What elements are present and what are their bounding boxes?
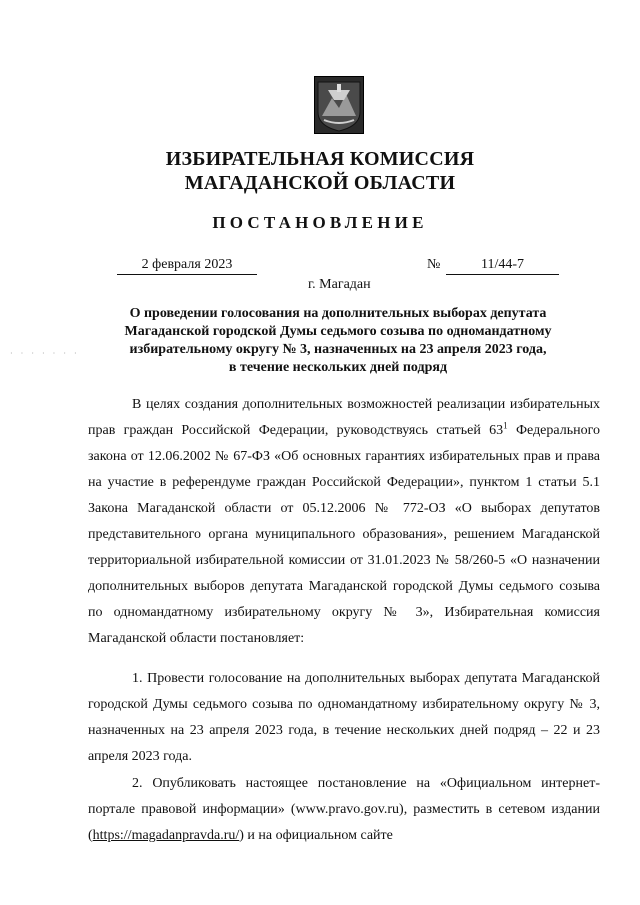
document-date: 2 февраля 2023 [117,256,257,275]
organization-title-line2: МАГАДАНСКОЙ ОБЛАСТИ [184,172,456,194]
document-number-label: № [427,257,441,272]
preamble-paragraph [88,392,600,652]
document-city: г. Магадан [308,277,371,292]
subject-line: Магаданской городской Думы седьмого созыва по одномандатному [124,324,552,339]
item-2-text-end: ) и на официальном сайте [239,828,393,843]
subject-line: О проведении голосования на дополнительных выборах депутата [129,306,547,321]
document-type: ПОСТАНОВЛЕНИЕ [212,213,428,232]
article-superscript: 1 [503,420,508,431]
subject-line: в течение нескольких дней подряд [228,360,448,375]
document-subject [98,305,578,377]
item-2-text-start: 2. Опубликовать настоящее постановление на «Официальном интернет-портале правовой информации» (www.pravo.gov.ru), разместить в сетевом издании ( [88,776,600,843]
preamble-text-start: В целях создания дополнительных возможностей реализации избирательных прав граждан Российской Федерации, руководствуясь статьей 63 [88,397,600,438]
subject-line: избирательному округу № 3, назначенных на 23 апреля 2023 года, [129,342,547,357]
magadanpravda-link[interactable]: https://magadanpravda.ru/ [92,828,240,843]
document-number: 11/44-7 [446,256,559,275]
scan-artifact: · · · · · · · [10,349,80,358]
preamble-text-end: Федерального закона от 12.06.2002 № 67-ФЗ «Об основных гарантиях избирательных прав и права на участие в референдуме граждан Российской Федерации», пунктом 1 статьи 5.1 Закона Магаданской области от 05.12.2006 № 772-ОЗ «О выборах депутатов представительного органа муниципального образования», решением Магаданской территориальной избирательной комиссии от 31.01.2023 № 58/260-5 «О назначении дополнительных выборов депутата Магаданской городской Думы седьмого созыва по одномандатному избирательному округу № 3», Избирательная комиссия Магаданской области постановляет: [88,423,600,646]
organization-title [0,147,640,195]
coat-of-arms-icon [314,76,364,134]
resolution-item-1: 1. Провести голосование на дополнительных выборах депутата Магаданской городской Думы седьмого созыва по одномандатному избирательному округу № 3, назначенных на 23 апреля 2023 года, в течение нескольких дней подряд – 22 и 23 апреля 2023 года. [88,671,600,764]
resolution-item-2 [88,771,600,849]
organization-title-line1: ИЗБИРАТЕЛЬНАЯ КОМИССИЯ [165,148,475,170]
